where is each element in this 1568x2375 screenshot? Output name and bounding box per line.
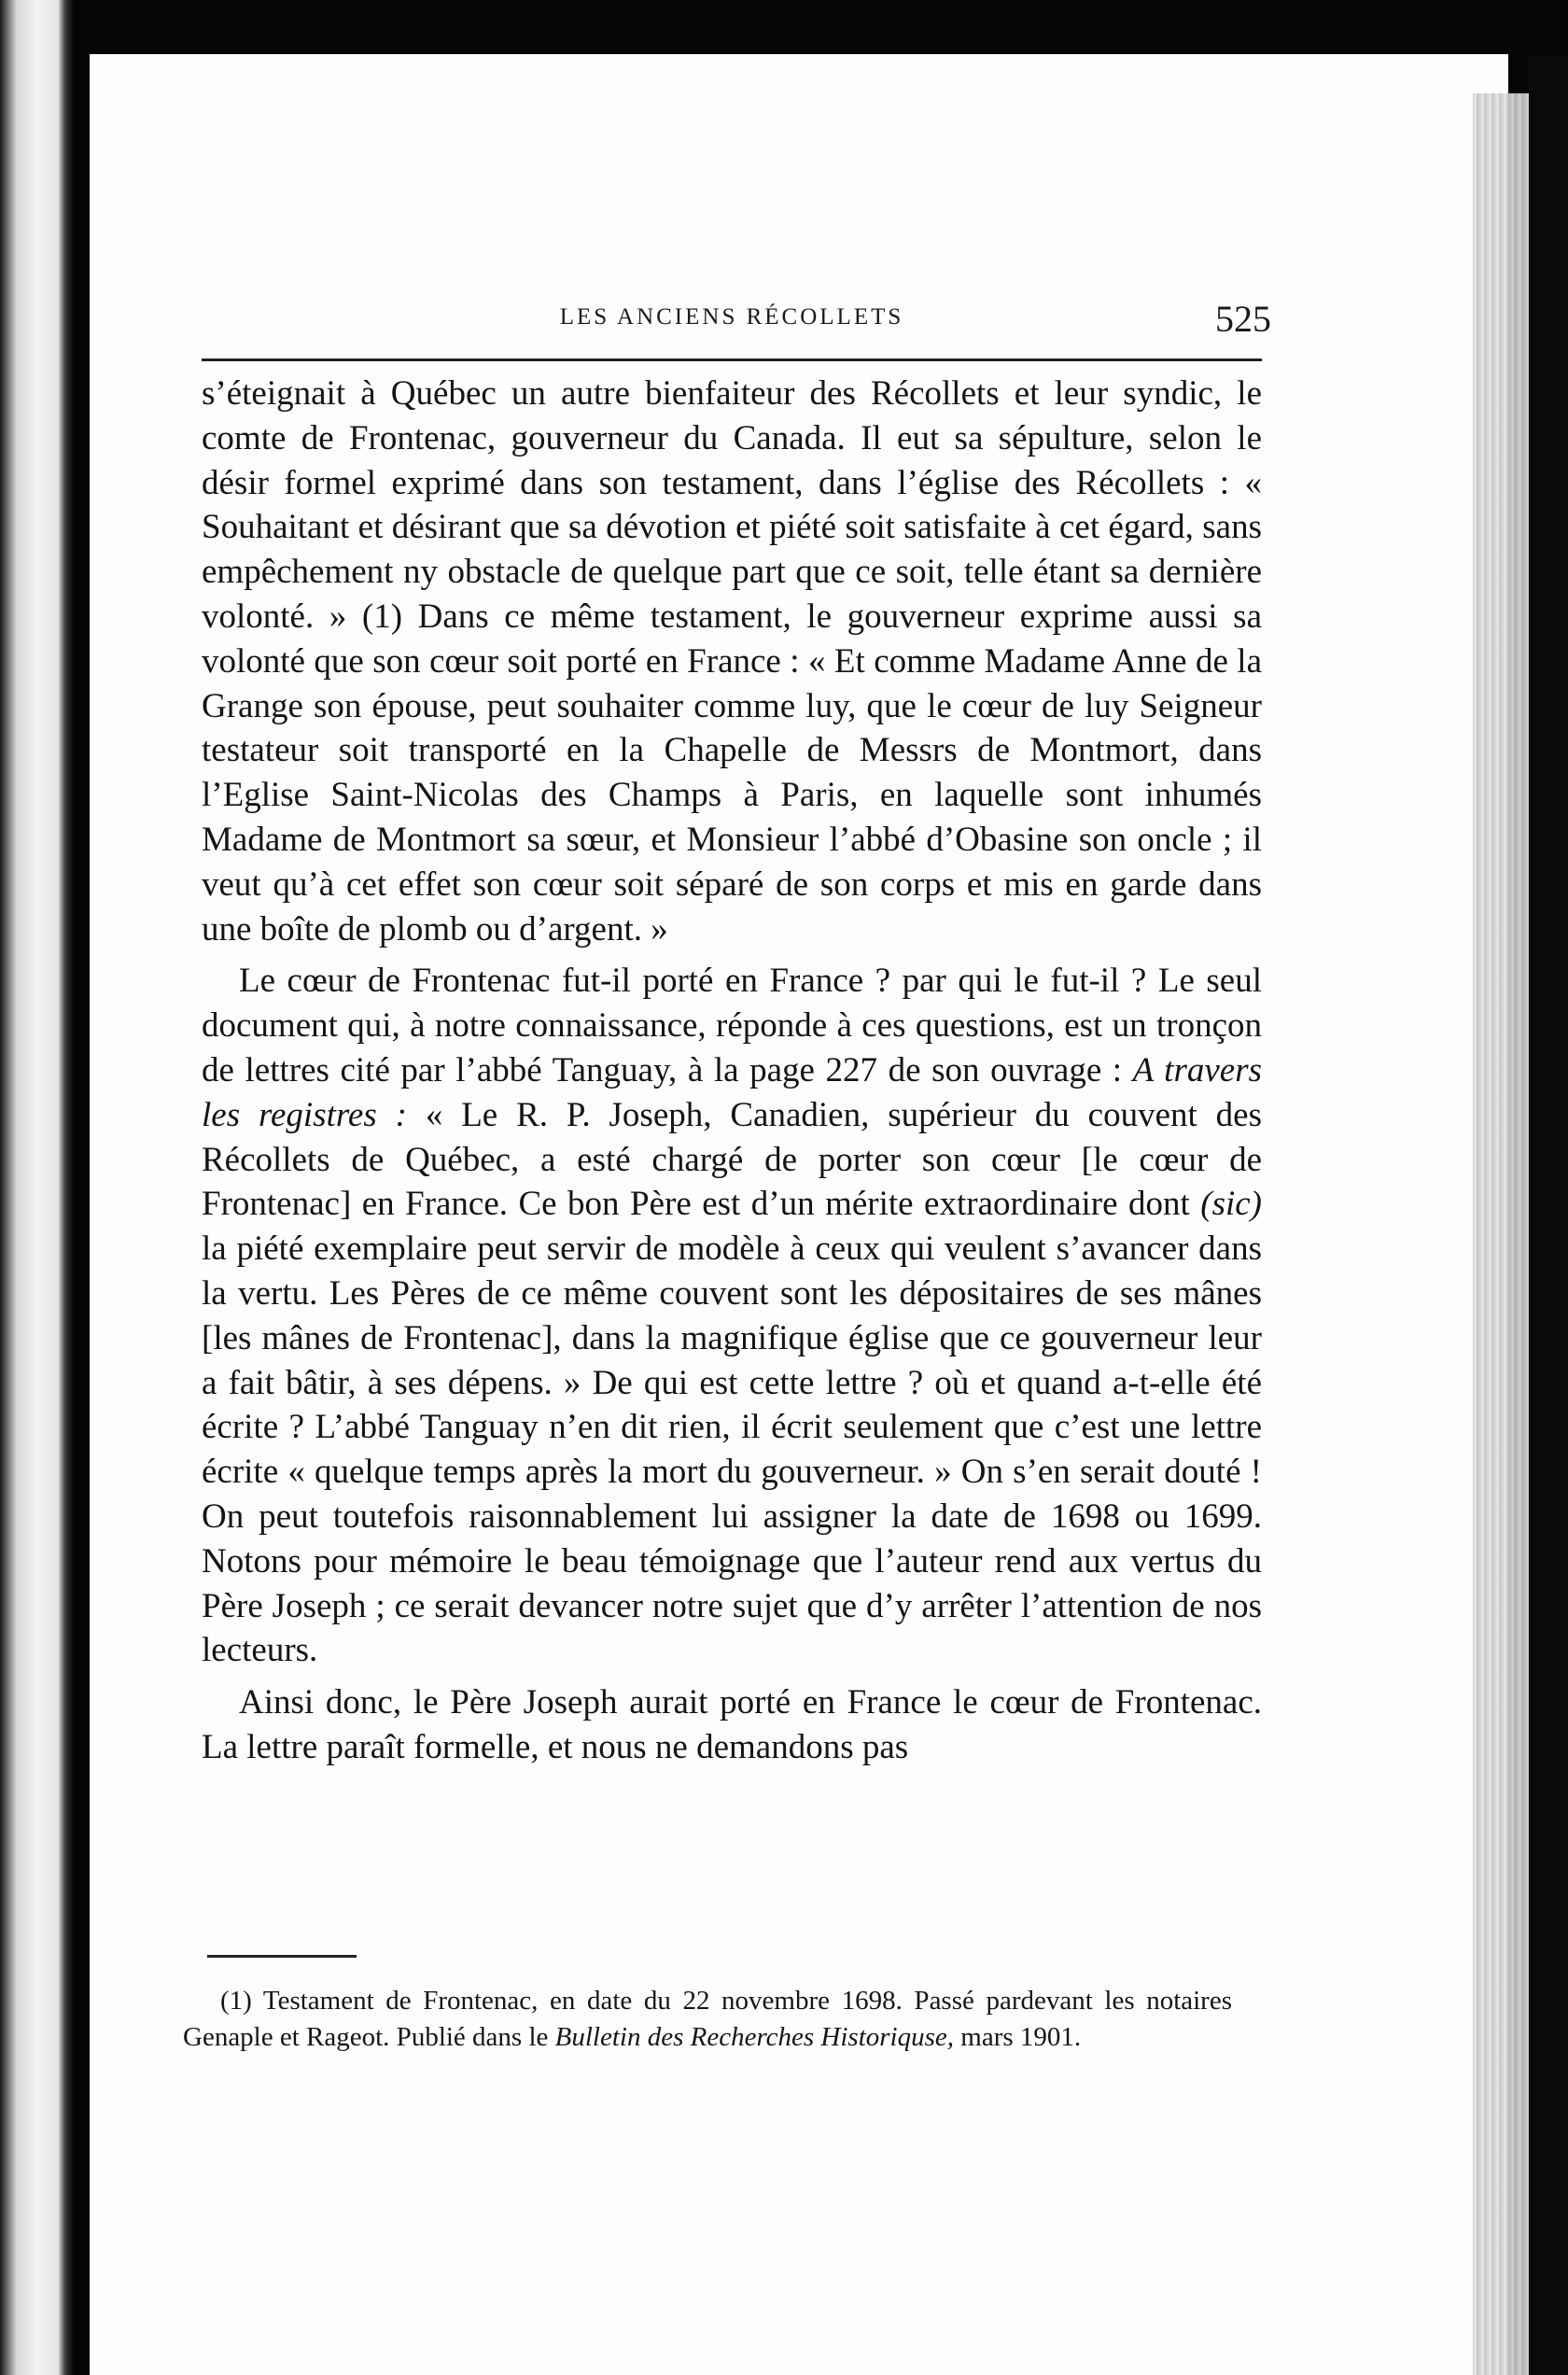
footnote-journal-italic: Bulletin des Recherches Historiquse, bbox=[554, 2022, 955, 2052]
footnote-text bbox=[183, 1983, 1232, 2056]
body-text bbox=[202, 372, 1262, 1770]
paragraph-1: s’éteignait à Québec un autre bienfaiteur des Récollets et leur syndic, le comte de Frontenac, gouverneur du Canada. Il eut sa sépulture, selon le désir formel exprimé dans son testament, dans l’église des Récollets : « Souhaitant et désirant que sa dévotion et piété soit satisfaite à cet égard, sans empêchement ny obstacle de quelque part que ce soit, telle étant sa dernière volonté. » (1) Dans ce même testament, le gouverneur exprime aussi sa volonté que son cœur soit porté en France : « Et comme Madame Anne de la Grange son épouse, peut souhaiter comme luy, que le cœur de luy Seigneur testateur soit transporté en la Chapelle de Messrs de Montmort, dans l’Eglise Saint-Nicolas des Champs à Paris, en laquelle sont inhumés Madame de Montmort sa sœur, et Monsieur l’abbé d’Obasine son oncle ; il veut qu’à cet effet son cœur soit séparé de son corps et mis en garde dans une boîte de plomb ou d’argent. » bbox=[202, 374, 1262, 949]
paragraph-2-part-a: Le cœur de Frontenac fut-il porté en France ? par qui le fut-il ? Le seul document qui, à notre connaissance, réponde à ces questions, est un tronçon de lettres cité par l’abbé Tanguay, à la page 227 de son ouvrage : bbox=[202, 962, 1262, 1089]
running-title: LES ANCIENS RÉCOLLETS bbox=[559, 304, 904, 330]
paragraph-2 bbox=[202, 959, 1262, 1673]
header-rule bbox=[202, 358, 1262, 361]
book-page-edges bbox=[1473, 93, 1529, 2375]
page-number: 525 bbox=[1215, 298, 1271, 340]
footnote bbox=[183, 1983, 1232, 2056]
sic-italic: (sic) bbox=[1200, 1185, 1262, 1224]
running-head bbox=[202, 297, 1271, 353]
paragraph-2-part-c: la piété exemplaire peut servir de modèle à ceux qui veulent s’avancer dans la vertu. Les Pères de ce même couvent sont les dépositaires de ses mânes [les mânes de Frontenac], dans la magnifique église que ce gouverneur leur a fait bâtir, à ses dépens. » De qui est cette lettre ? où et quand a-t-elle été écrite ? L’abbé Tanguay n’en dit rien, il écrit seulement que c’est une lettre écrite « quelque temps après la mort du gouverneur. » On s’en serait douté ! On peut toutefois raisonnablement lui assigner la date de 1698 ou 1699. Notons pour mémoire le beau témoignage que l’auteur rend aux vertus du Père Joseph ; ce serait devancer notre sujet que d’y arrêter l’attention de nos lecteurs. bbox=[202, 1230, 1262, 1670]
book-title-italic: A travers les registres : bbox=[202, 1050, 1262, 1134]
paragraph-2-part-b: « Le R. P. Joseph, Canadien, supérieur du couvent des Récollets de Québec, a esté chargé de porter son cœur [le cœur de Frontenac] en France. Ce bon Père est d’un mérite extraordinaire dont bbox=[202, 1095, 1262, 1224]
footnote-part-a: (1) Testament de Frontenac, en date du 22 novembre 1698. Passé pardevant les notaires Genaple et Rageot. Publié dans le bbox=[183, 1986, 1232, 2052]
book-edge-shadow bbox=[1529, 56, 1568, 2375]
paragraph-3: Ainsi donc, le Père Joseph aurait porté en France le cœur de Frontenac. La lettre paraît formelle, et nous ne demandons pas bbox=[202, 1683, 1262, 1766]
footnote-part-b: mars 1901. bbox=[954, 2022, 1082, 2052]
previous-page-edge bbox=[0, 0, 73, 2375]
footnote-rule bbox=[207, 1955, 357, 1958]
